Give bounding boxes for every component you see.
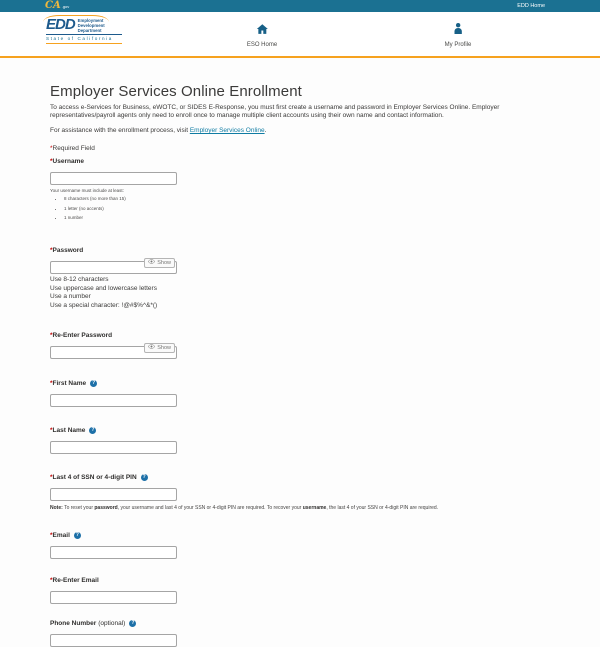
email-help-icon[interactable]: ? xyxy=(75,532,79,538)
profile-icon xyxy=(453,21,462,39)
password-hint-item: Use a special character: !@#$%^&*() xyxy=(50,301,158,309)
password-hint-item: Use a number xyxy=(50,293,91,300)
eye-icon xyxy=(148,344,155,351)
username-hint-item: • 1 number xyxy=(64,215,550,221)
field-phone xyxy=(50,620,550,647)
phone-input[interactable] xyxy=(50,634,177,647)
last-name-help-icon[interactable]: ? xyxy=(91,427,95,433)
ssn-pin-input[interactable] xyxy=(50,488,177,501)
password-hint-item: Use uppercase and lowercase letters xyxy=(50,284,157,292)
site-header xyxy=(0,12,600,58)
eye-icon xyxy=(148,259,155,266)
last-name-label: * Last Name ? xyxy=(50,427,95,434)
nav-eso-home[interactable] xyxy=(247,21,277,48)
topbar xyxy=(0,0,600,12)
assistance-text: For assistance with the enrollment process, visit Employer Services Online. xyxy=(50,127,267,134)
edd-logo-word: Department xyxy=(77,27,102,33)
username-hint-item: • 1 letter (no accents) xyxy=(64,206,550,212)
password-label: * Password xyxy=(50,247,84,254)
last-name-input[interactable] xyxy=(50,441,177,454)
reenter-password-show-label: Show xyxy=(157,344,171,351)
username-hints-list xyxy=(64,196,550,221)
edd-logo-acronym: EDD xyxy=(46,16,75,33)
username-hints-title: Your username must include at least: xyxy=(50,188,124,193)
username-input[interactable] xyxy=(50,172,177,185)
field-ssn-pin xyxy=(50,474,550,511)
field-email xyxy=(50,532,550,559)
required-field-note: *Required Field xyxy=(50,145,95,152)
home-icon xyxy=(257,21,268,39)
nav-my-profile-label: My Profile xyxy=(444,42,472,48)
field-reenter-password xyxy=(50,332,550,359)
first-name-input[interactable] xyxy=(50,394,177,407)
edd-logo[interactable] xyxy=(46,17,122,44)
email-input[interactable] xyxy=(50,546,177,559)
ssn-pin-label: * Last 4 of SSN or 4-digit PIN ? xyxy=(50,474,146,481)
username-label: * Username xyxy=(50,158,84,165)
first-name-label: * First Name ? xyxy=(50,380,96,387)
edd-logo-word: Employment xyxy=(77,17,104,23)
intro-text: To access e-Services for Business, eWOTC, or SIDES E-Response, you must first create a username and password in Employer Services Online. Employer representatives/payroll agents only need to enroll once to manage multiple client accounts using their own name and contact information. xyxy=(50,104,500,119)
password-show-label: Show xyxy=(157,259,171,266)
ssn-pin-help-icon[interactable]: ? xyxy=(142,474,146,480)
reenter-password-show-button[interactable] xyxy=(144,343,175,353)
password-show-button[interactable] xyxy=(144,258,175,268)
ca-gov-logo-suffix: .gov xyxy=(61,4,70,9)
reenter-email-input[interactable] xyxy=(50,591,177,604)
reenter-email-label: * Re-Enter Email xyxy=(50,577,99,584)
page-title: Employer Services Online Enrollment xyxy=(50,83,302,100)
field-username xyxy=(50,158,550,221)
main-content xyxy=(0,83,600,647)
ssn-note: Note: To reset your password, your username and last 4 of your SSN or 4-digit PIN are required. To recover your username, the last 4 of your SSN or 4-digit PIN are required. xyxy=(50,505,439,511)
password-hint-item: Use 8-12 characters xyxy=(50,276,109,283)
edd-home-link[interactable]: EDD Home xyxy=(517,3,545,9)
employer-services-online-link[interactable]: Employer Services Online xyxy=(189,127,265,134)
ca-gov-logo-text: CA xyxy=(45,0,61,11)
password-hints xyxy=(50,276,550,310)
field-reenter-email xyxy=(50,577,550,604)
first-name-help-icon[interactable]: ? xyxy=(92,380,96,386)
field-last-name xyxy=(50,427,550,454)
edd-logo-word: Development xyxy=(77,22,105,28)
ca-gov-logo[interactable] xyxy=(45,1,69,11)
nav-my-profile[interactable] xyxy=(445,21,472,48)
phone-label: Phone Number (optional) ? xyxy=(50,620,135,627)
phone-optional-label: (optional) xyxy=(98,620,126,627)
field-password xyxy=(50,247,550,310)
nav-eso-home-label: ESO Home xyxy=(246,42,278,48)
email-label: * Email ? xyxy=(50,532,79,539)
edd-logo-tagline: State of California xyxy=(46,34,122,44)
edd-logo-swoosh xyxy=(43,15,109,29)
field-first-name xyxy=(50,380,550,407)
reenter-password-label: * Re-Enter Password xyxy=(50,332,113,339)
username-hint-item: • 8 characters (no more than 15) xyxy=(64,196,550,202)
phone-help-icon[interactable]: ? xyxy=(131,620,135,626)
